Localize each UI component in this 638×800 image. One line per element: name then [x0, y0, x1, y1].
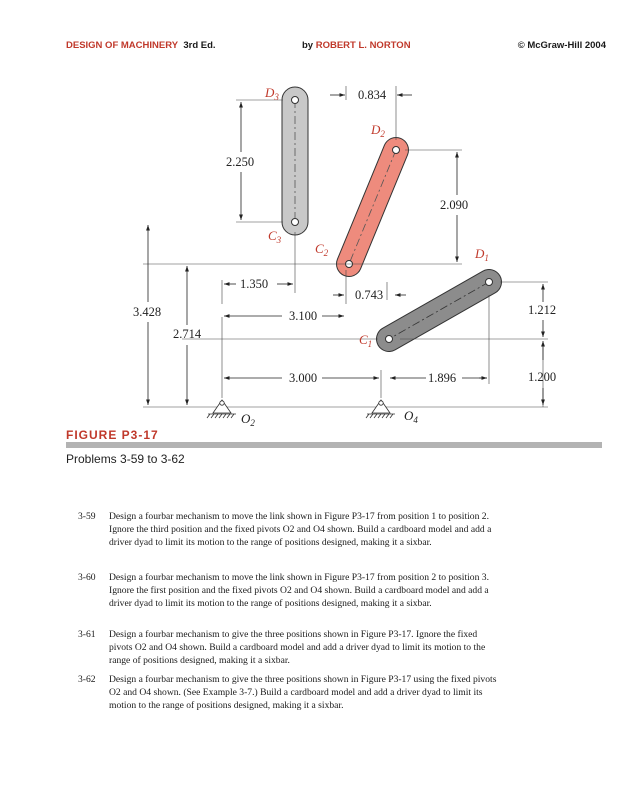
ground-pivot-O4: [366, 400, 395, 418]
dim-1212: 1.212: [528, 303, 557, 317]
problem-text: Design a fourbar mechanism to give the three positions shown in Figure P3-17. Ignore the fixed pivots O2 and O4 shown. Build a cardboard model and add a driver dyad to limit its motion to the range of positions designed, making it a sixbar.: [109, 629, 486, 666]
ground-pivot-O2: [207, 400, 236, 418]
problem-text: Design a fourbar mechanism to give the three positions shown in Figure P3-17 using the fixed pivots O2 and O4 shown. (See Example 3-7.) Build a cardboard model and add a driver dyad to limit its motion to the range of positions designed, making it a sixbar.: [109, 674, 497, 711]
dim-1896: 1.896: [428, 371, 457, 385]
figure-label: FIGURE P3-17: [66, 428, 159, 442]
dim-3428: 3.428: [133, 305, 162, 319]
point-C1: [386, 336, 393, 343]
dim-3100: 3.100: [289, 309, 318, 323]
dim-0743: 0.743: [355, 288, 384, 302]
author-by: by: [302, 40, 314, 51]
header-copyright: © McGraw-Hill 2004: [517, 40, 606, 51]
point-D1: [486, 279, 493, 286]
dim-3000: 3.000: [289, 371, 318, 385]
point-D2: [393, 147, 400, 154]
label-O4: $O_4$: [404, 408, 418, 425]
problem-number: 3-59: [78, 511, 96, 522]
link-position-2: [349, 150, 396, 264]
point-C3: [292, 219, 299, 226]
label-C1: $C_1$: [359, 332, 373, 349]
dim-0834: 0.834: [358, 88, 387, 102]
problem-text: Design a fourbar mechanism to move the link shown in Figure P3-17 from position 1 to position 2. Ignore the third position and the fixed pivots O2 and O4 shown. Build a cardboard model and add a driver dyad to limit its motion to the range of positions designed, making it a sixbar.: [109, 511, 492, 548]
dim-1200: 1.200: [528, 370, 557, 384]
book-title: DESIGN OF MACHINERY: [66, 40, 179, 51]
figure-subtitle: Problems 3-59 to 3-62: [66, 452, 185, 466]
author-name: ROBERT L. NORTON: [315, 40, 411, 51]
figure-divider: [66, 442, 602, 448]
dim-2090: 2.090: [440, 198, 469, 212]
problem-number: 3-62: [78, 674, 96, 685]
label-O2: $O_2$: [241, 411, 255, 428]
dim-1350: 1.350: [240, 277, 269, 291]
label-C2: $C_2$: [315, 241, 329, 258]
label-D3: $D_3$: [265, 85, 279, 102]
label-C3: $C_3$: [268, 228, 282, 245]
link-position-1: [389, 282, 489, 339]
problem-number: 3-61: [78, 629, 96, 640]
label-D1: $D_1$: [475, 246, 489, 263]
point-D3: [292, 97, 299, 104]
book-edition: 3rd Ed.: [183, 40, 216, 51]
dim-2714: 2.714: [173, 327, 202, 341]
problem-number: 3-60: [78, 572, 96, 583]
label-D2: $D_2$: [371, 122, 385, 139]
dim-2250: 2.250: [226, 155, 255, 169]
problem-text: Design a fourbar mechanism to move the link shown in Figure P3-17 from position 2 to position 3. Ignore the first position and the fixed pivots O2 and O4 shown. Build a cardboard model and add a driver dyad to limit its motion to the range of positions designed, making it a sixbar.: [109, 572, 489, 609]
